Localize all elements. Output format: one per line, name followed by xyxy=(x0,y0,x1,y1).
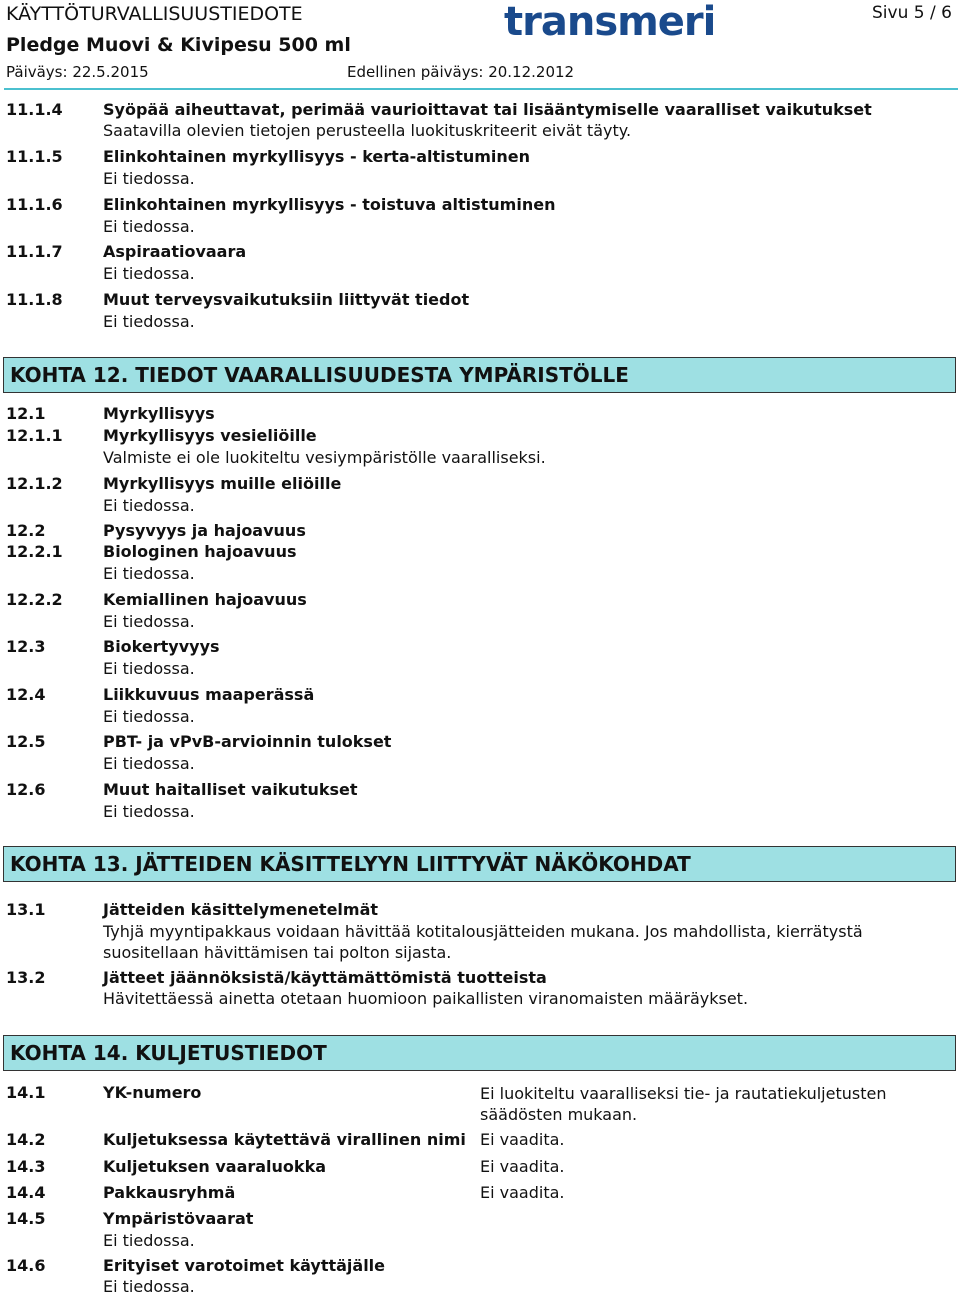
subsection-title: Elinkohtainen myrkyllisyys - toistuva altistuminen xyxy=(103,195,556,214)
subsection-title: Kuljetuksen vaaraluokka xyxy=(103,1157,326,1176)
subsection-text: Ei tiedossa. xyxy=(103,612,195,631)
subsection-title: PBT- ja vPvB-arvioinnin tulokset xyxy=(103,732,392,751)
subsection-text: Ei tiedossa. xyxy=(103,169,195,188)
subsection-number: 13.1 xyxy=(6,900,46,919)
subsection-text: Saatavilla olevien tietojen perusteella luokituskriteerit eivät täyty. xyxy=(103,121,632,140)
subsection-value: Ei vaadita. xyxy=(480,1157,565,1176)
subsection-text: Ei tiedossa. xyxy=(103,496,195,515)
subsection-number: 11.1.5 xyxy=(6,147,63,166)
subsection-number: 12.2.1 xyxy=(6,542,63,561)
subsection-title: Kuljetuksessa käytettävä virallinen nimi xyxy=(103,1130,466,1149)
section-title: KOHTA 14. KULJETUSTIEDOT xyxy=(10,1041,327,1065)
subsection-number: 12.4 xyxy=(6,685,46,704)
subsection-title: Erityiset varotoimet käyttäjälle xyxy=(103,1256,386,1275)
section-title: KOHTA 12. TIEDOT VAARALLISUUDESTA YMPÄRISTÖLLE xyxy=(10,363,629,387)
subsection-title: Muut haitalliset vaikutukset xyxy=(103,780,358,799)
subsection-number: 12.2 xyxy=(6,521,46,540)
section-title: KOHTA 13. JÄTTEIDEN KÄSITTELYYN LIITTYVÄT NÄKÖKOHDAT xyxy=(10,852,691,876)
subsection-title: Myrkyllisyys xyxy=(103,404,215,423)
issue-date: Päiväys: 22.5.2015 xyxy=(6,63,149,81)
section-14-heading xyxy=(3,1035,956,1071)
subsection-text: Ei tiedossa. xyxy=(103,264,195,283)
subsection-title: Muut terveysvaikutuksiin liittyvät tiedot xyxy=(103,290,470,309)
subsection-title: Kemiallinen hajoavuus xyxy=(103,590,307,609)
subsection-number: 14.6 xyxy=(6,1256,46,1275)
subsection-title: YK-numero xyxy=(103,1083,202,1102)
subsection-number: 12.1.2 xyxy=(6,474,63,493)
subsection-number: 14.5 xyxy=(6,1209,46,1228)
subsection-title: Liikkuvuus maaperässä xyxy=(103,685,315,704)
subsection-number: 12.5 xyxy=(6,732,46,751)
subsection-text: Hävitettäessä ainetta otetaan huomioon paikallisten viranomaisten määräykset. xyxy=(103,989,749,1008)
section-12-heading xyxy=(3,357,956,393)
subsection-number: 13.2 xyxy=(6,968,46,987)
subsection-title: Elinkohtainen myrkyllisyys - kerta-altistuminen xyxy=(103,147,531,166)
subsection-title: Myrkyllisyys muille eliöille xyxy=(103,474,342,493)
subsection-number: 14.3 xyxy=(6,1157,46,1176)
previous-date: Edellinen päiväys: 20.12.2012 xyxy=(347,63,575,81)
subsection-title: Jätteet jäännöksistä/käyttämättömistä tuotteista xyxy=(103,968,547,987)
subsection-value: Ei vaadita. xyxy=(480,1130,565,1149)
subsection-title: Pakkausryhmä xyxy=(103,1183,236,1202)
subsection-number: 12.1 xyxy=(6,404,46,423)
subsection-title: Ympäristövaarat xyxy=(103,1209,254,1228)
subsection-number: 14.1 xyxy=(6,1083,46,1102)
subsection-text: Ei tiedossa. xyxy=(103,802,195,821)
subsection-text: Ei tiedossa. xyxy=(103,1277,195,1296)
subsection-title: Syöpää aiheuttavat, perimää vaurioittavat tai lisääntymiselle vaaralliset vaikutukset xyxy=(103,100,872,119)
subsection-title: Biologinen hajoavuus xyxy=(103,542,297,561)
subsection-text: Ei tiedossa. xyxy=(103,754,195,773)
subsection-value: Ei vaadita. xyxy=(480,1183,565,1202)
subsection-number: 11.1.4 xyxy=(6,100,63,119)
subsection-number: 11.1.7 xyxy=(6,242,63,261)
subsection-text: Ei tiedossa. xyxy=(103,312,195,331)
subsection-title: Pysyvyys ja hajoavuus xyxy=(103,521,306,540)
document-title: KÄYTTÖTURVALLISUUSTIEDOTE xyxy=(6,3,303,25)
subsection-title: Biokertyvyys xyxy=(103,637,220,656)
subsection-title: Aspiraatiovaara xyxy=(103,242,247,261)
subsection-text: Ei tiedossa. xyxy=(103,564,195,583)
subsection-text: Ei tiedossa. xyxy=(103,217,195,236)
subsection-number: 11.1.6 xyxy=(6,195,63,214)
subsection-number: 12.1.1 xyxy=(6,426,63,445)
subsection-title: Jätteiden käsittelymenetelmät xyxy=(103,900,379,919)
company-logo: transmeri xyxy=(504,0,716,45)
subsection-title: Myrkyllisyys vesieliöille xyxy=(103,426,317,445)
subsection-number: 14.4 xyxy=(6,1183,46,1202)
subsection-text: Ei tiedossa. xyxy=(103,659,195,678)
subsection-number: 12.2.2 xyxy=(6,590,63,609)
subsection-number: 14.2 xyxy=(6,1130,46,1149)
header-divider xyxy=(4,88,958,90)
subsection-text: Ei tiedossa. xyxy=(103,1231,195,1250)
subsection-text: Ei tiedossa. xyxy=(103,707,195,726)
subsection-number: 11.1.8 xyxy=(6,290,63,309)
subsection-number: 12.6 xyxy=(6,780,46,799)
page-number: Sivu 5 / 6 xyxy=(872,3,952,23)
product-name: Pledge Muovi & Kivipesu 500 ml xyxy=(6,34,351,56)
subsection-text: Tyhjä myyntipakkaus voidaan hävittää kotitalousjätteiden mukana. Jos mahdollista, kierrätystä suositellaan hävittämisen tai polton sijasta. xyxy=(103,922,863,962)
subsection-value: Ei luokiteltu vaaralliseksi tie- ja rautatiekuljetusten säädösten mukaan. xyxy=(480,1084,887,1124)
subsection-number: 12.3 xyxy=(6,637,46,656)
section-13-heading xyxy=(3,846,956,882)
subsection-text: Valmiste ei ole luokiteltu vesiympäristölle vaaralliseksi. xyxy=(103,448,546,467)
